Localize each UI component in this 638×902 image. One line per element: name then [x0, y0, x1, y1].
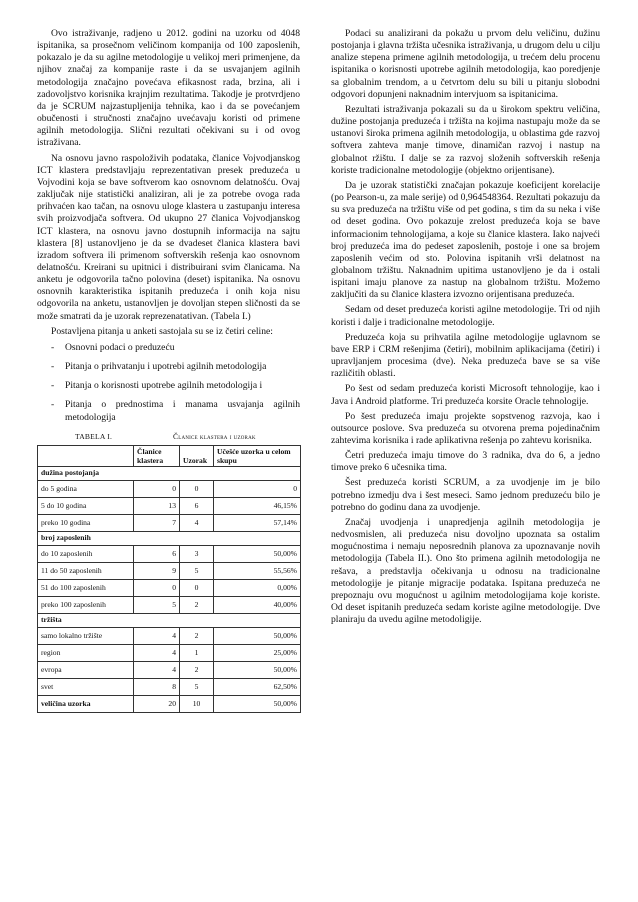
- table-caption: Članice klastera i uzorak: [173, 431, 256, 441]
- table-cell: region: [38, 644, 134, 661]
- table-cell: 10: [180, 695, 214, 712]
- table-cell: 46,15%: [214, 497, 301, 514]
- table-cell: 55,56%: [214, 562, 301, 579]
- table-cell: 4: [134, 661, 180, 678]
- dash-bullet: -: [51, 361, 55, 373]
- left-column: [37, 28, 300, 713]
- table-cell: 1: [180, 644, 214, 661]
- table-cell: 0,00%: [214, 579, 301, 596]
- table-title: [37, 431, 300, 441]
- paragraph: Na osnovu javno raspoloživih podataka, članice Vojvodjanskog ICT klastera predstavljaju reprezentativan presek preduzeća u Vojvodini koja se bave softverom kao osnovnom delatnošću. Ovaj zaključak nije statistički analiziran, ali je za potrebe ovoga rada prihvaćen kao tačan, na osnovu uloge klastera u zastupanju interesa svih proizvodjača softvera. Od ukupno 27 članica Vojvodjanskog ICT klastera, na osnovu javno dostupnih informacija na sajtu klastera [8] ustanovljeno je da se dvadeset članica klastera bavi izradom softvera ili primenom softverskih rešenja kao osnovnom delatnošću. Kreirani su upitnici i distribuirani svim članicama. Na anketu je odgovorila tačno polovina (deset) ispitanika. Na osnovu osnovnih karakteristika ispitanih preduzeća i onih koja nisu odgovorila na anketu, ustanovljen je dovoljan stepen sličnosti da se može smatrati da je uzorak reprezenatativan. (Tabela I.): [37, 152, 300, 322]
- table-row: [38, 678, 301, 695]
- table-cell: 0: [134, 579, 180, 596]
- table-cell: 2: [180, 596, 214, 613]
- table-row: [38, 497, 301, 514]
- paragraph: Značaj uvodjenja i unapredjenja agilnih metodologija je nedvosmislen, ali preduzeća nisu dovoljno upoznata sa ostalim mogućnostima i nemaju neposrednih planova za upoznavanje novih metodologija (Tabela II.). Ono što primena agilnih metodologija ne rešava, a predstavlja očekivanja u odnosu na tradicionalne metodologije je pitanje migracije podataka. Ispitana preduzeća ne prepoznaju ovu mogućnost u agilnim metodologijama koje koriste. Od deset ispitanih preduzeća sedam koriste agilne metodologije. Dve planiraju da uvedu agilne metodoligije.: [331, 516, 600, 626]
- table-cell: 20: [134, 695, 180, 712]
- table-row: [38, 562, 301, 579]
- table-cell: 25,00%: [214, 644, 301, 661]
- paragraph: Četri preduzeća imaju timove do 3 radnika, dva do 6, a jedno timove preko 6 učesnika tima.: [331, 450, 600, 474]
- table-header-row: [38, 445, 301, 466]
- group-title: broj zaposlenih: [38, 531, 301, 545]
- paragraph: Da je uzorak statistički značajan pokazuje koeficijent korelacije (po Pearson-u, za male serije) od 0,964548364. Rezultati pokazuju da su sva preduzeća na tržištu više od pet godina, s tim da su neka i više od deset godina. Ovo pokazuje zrelost preduzeća koja se bave informacionim tehnologijama, a koje su članice klastera. Iako najveći broj preduzeća ima do pedeset zaposlenih, postoje i one sa brojem zaposlenih većim od sto. Polovina ispitanih vrši delatnost na globalnom tržištu. Naknadnim upitima ustanovljeno je da i ostali ispitani imaju planove za nastup na globalnom tržištu. Možemo zaključiti da su članice klastera izvozno orijentisana preduzeća.: [331, 179, 600, 301]
- table-header-cell: [38, 445, 134, 466]
- table-header-cell: Uzorak: [180, 445, 214, 466]
- table-cell: 3: [180, 545, 214, 562]
- table-header-cell: Članice klastera: [134, 445, 180, 466]
- table-row: [38, 480, 301, 497]
- paragraph: Podaci su analizirani da pokažu u prvom delu veličinu, dužinu postojanja i glavna tržišta učesnika istraživanja, u drugom delu u cilju analize stepena primene agilnih metodologija, u trećem delu procenu ispitanika o korisnosti upotrebe agilnih metodologija, kao poredjenje sa globalnim trendom, a u četvrtom delu su bili u pitanju slobodni odgovori dopunjeni naknadnim intervjuom sa ispitanicima.: [331, 28, 600, 100]
- paragraph: Postavljena pitanja u anketi sastojala su se iz četiri celine:: [51, 325, 273, 337]
- table-cell: do 10 zaposlenih: [38, 545, 134, 562]
- paragraph: Po šest preduzeća imaju projekte sopstvenog razvoja, kao i outsource poslove. Sva preduzeća su otvorena prema pojedinačnim zahtevima korisnika i rade aplikativna rešenja po zahtevu korisnika.: [331, 410, 600, 446]
- table-cell: 5 do 10 godina: [38, 497, 134, 514]
- list-item-text: Pitanja o korisnosti upotrebe agilnih metodologija i: [65, 380, 263, 392]
- table-row: [38, 545, 301, 562]
- table-row: [38, 627, 301, 644]
- table-cell: 2: [180, 661, 214, 678]
- table-cell: svet: [38, 678, 134, 695]
- table-cell: samo lokalno tržište: [38, 627, 134, 644]
- table-row: [38, 596, 301, 613]
- group-title: tržišta: [38, 613, 301, 627]
- table-cell: 5: [134, 596, 180, 613]
- table-header-cell: Učešće uzorka u celom skupu: [214, 445, 301, 466]
- table-group-row: [38, 531, 301, 545]
- table-cell: 5: [180, 678, 214, 695]
- list-item: [37, 361, 300, 373]
- table-row: [38, 644, 301, 661]
- table-cell: 57,14%: [214, 514, 301, 531]
- table-cell: 0: [134, 480, 180, 497]
- cluster-members-table: [37, 445, 301, 713]
- table-cell: 4: [134, 644, 180, 661]
- table-total-row: [38, 695, 301, 712]
- table-cell: preko 100 zaposlenih: [38, 596, 134, 613]
- table-cell: 13: [134, 497, 180, 514]
- table-cell: 40,00%: [214, 596, 301, 613]
- table-cell: 4: [180, 514, 214, 531]
- list-item: [37, 380, 300, 392]
- paragraph: Ovo istraživanje, radjeno u 2012. godini na uzorku od 4048 ispitanika, sa prosečnom veličinom kompanija od 100 zaposlenih, pokazalo je da su agilne metodologije u velikoj meri primenjene, da njihov značaj za kompanije raste i da se usvajanjem agilnih metodologija značajno povećava efikasnost rada, brzina, ali i zadovoljstvo korisnika krajnjim rezultatima. Takodje je protvrdjeno da je SCRUM najzastupljenija tehnika, kao i da se povećanjem obučenosti i stručnosti značajno uvećavaju koristi od primene agilnih metodologija. Slični rezultati očekivani su i od ovog istraživana.: [37, 28, 300, 149]
- table-cell: preko 10 godina: [38, 514, 134, 531]
- list-item-text: Pitanja o prihvatanju i upotrebi agilnih metodologija: [65, 361, 267, 373]
- table-group-row: [38, 613, 301, 627]
- right-column: [331, 28, 600, 629]
- table-cell: 62,50%: [214, 678, 301, 695]
- table-cell: 7: [134, 514, 180, 531]
- table-cell: 51 do 100 zaposlenih: [38, 579, 134, 596]
- table-cell: 4: [134, 627, 180, 644]
- table-cell: do 5 godina: [38, 480, 134, 497]
- table-number: TABELA I.: [75, 431, 113, 441]
- paragraph: Preduzeća koja su prihvatila agilne metodologije uglavnom se bave ERP i CRM rešenjima (četiri), mobilnim aplikacijama (četiri) i upravljanjem procesima (dve). Neka preduzeća bave se sa više različitih oblasti.: [331, 331, 600, 380]
- table-cell: 50,00%: [214, 695, 301, 712]
- table-cell: 9: [134, 562, 180, 579]
- table-cell: 0: [214, 480, 301, 497]
- table-cell: evropa: [38, 661, 134, 678]
- table-cell: 5: [180, 562, 214, 579]
- table-cell: 6: [180, 497, 214, 514]
- table-cell: 6: [134, 545, 180, 562]
- dash-bullet: -: [51, 380, 55, 392]
- paragraph: Po šest od sedam preduzeća koristi Microsoft tehnologije, kao i Java i Android platforme. Tri preduzeća korsite Oracle tehnologije.: [331, 383, 600, 407]
- table-row: [38, 514, 301, 531]
- table-cell: 0: [180, 579, 214, 596]
- list-item-text: Osnovni podaci o preduzeću: [65, 341, 175, 353]
- table-cell: 0: [180, 480, 214, 497]
- table-cell: 8: [134, 678, 180, 695]
- list-item: [37, 342, 300, 354]
- list-item: [37, 399, 300, 423]
- table-cell: 50,00%: [214, 545, 301, 562]
- table-row: [38, 661, 301, 678]
- paragraph: Sedam od deset preduzeća koristi agilne metodologije. Tri od njih koristi i dalje i tradicionalne metodologije.: [331, 304, 600, 328]
- dash-bullet: -: [51, 399, 55, 411]
- table-cell: 2: [180, 627, 214, 644]
- question-list: [37, 342, 300, 424]
- table-cell: 50,00%: [214, 661, 301, 678]
- paragraph: Šest preduzeća koristi SCRUM, a za uvodjenje im je bilo potrebno izmedju dva i šest meseci. Samo jednom preduzeću bilo je potrebno do godinu dana za uvodjenje.: [331, 477, 600, 513]
- group-title: dužina postojanja: [38, 466, 301, 480]
- table-row: [38, 579, 301, 596]
- table-cell: 11 do 50 zaposlenih: [38, 562, 134, 579]
- paragraph: Rezultati istraživanja pokazali su da u širokom spektru veličina, dužine postojanja preduzeća i tržišta na kojima nastupaju može da se ustanovi široka primena agilnih metodologija, u oblastima gde razvoj softvera zahteva manje timove, dinamičan razvoj i nastup na globalnot ržištu. I dalje se za razvoj složenih softverskih rešenja koriste tradicionalne metodologije (objektno orijentisane).: [331, 103, 600, 176]
- table-cell: 50,00%: [214, 627, 301, 644]
- table-cell: veličina uzorka: [38, 695, 134, 712]
- dash-bullet: -: [51, 341, 55, 353]
- list-item-text: Pitanja o prednostima i manama usvajanja agilnih metodologija: [65, 399, 300, 423]
- table-group-row: [38, 466, 301, 480]
